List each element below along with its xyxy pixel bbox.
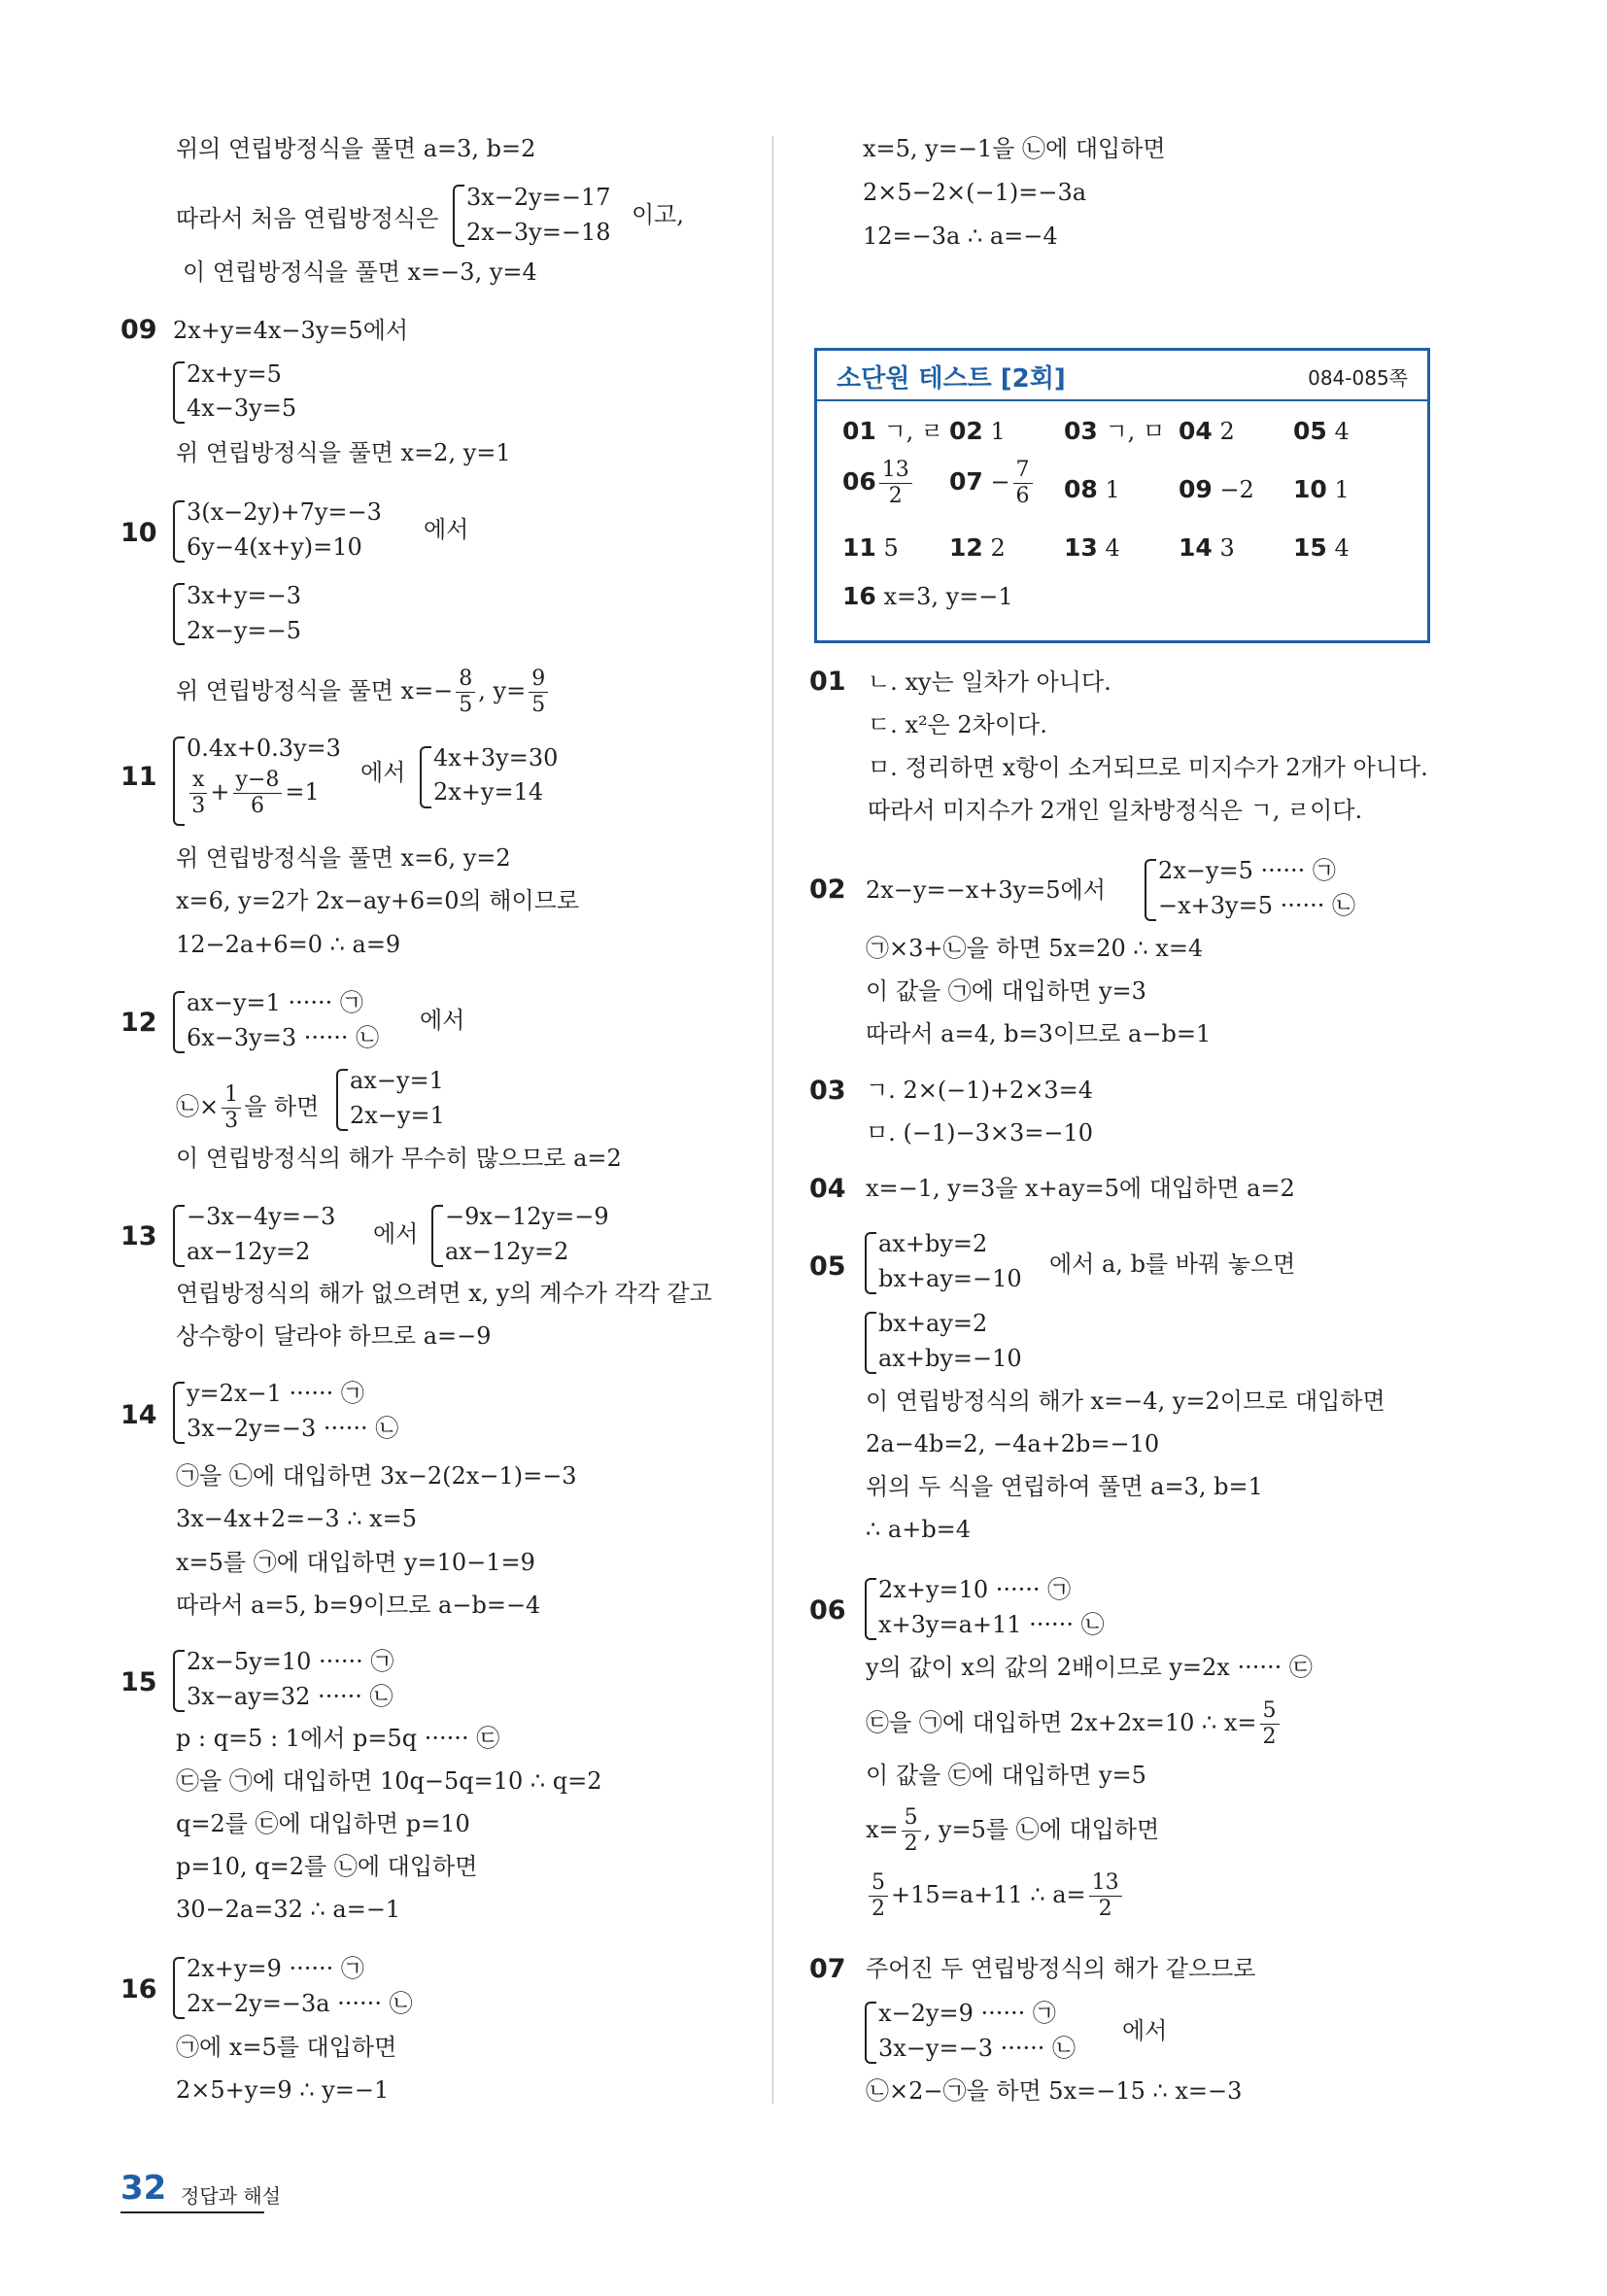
equation: 2x−3y=−18 — [466, 219, 611, 246]
footer-label: 정답과 해설 — [181, 2184, 281, 2208]
equation: 2x+y=9 ······ ㉠ — [187, 1955, 364, 1982]
answer-item: 05 4 — [1293, 417, 1350, 445]
text-line: ㉡× $\frac{1}{3}$ 을 하면 — [176, 1082, 320, 1133]
problem-number: 07 — [809, 1954, 846, 1984]
answer-item: 16 x=3, y=−1 — [842, 582, 1013, 610]
answer-item: 12 2 — [949, 533, 1006, 562]
text-line: ㄱ. 2×(−1)+2×3=4 — [866, 1077, 1094, 1104]
fraction: $\frac{x}{3}$ — [189, 768, 207, 819]
fraction: $\frac{9}{5}$ — [529, 667, 548, 718]
text-line: 위 연립방정식을 풀면 x=6, y=2 — [176, 844, 511, 872]
brace — [865, 1312, 876, 1374]
text-line: 2x−y=−x+3y=5에서 — [866, 876, 1106, 904]
text-line: x=5를 ㉠에 대입하면 y=10−1=9 — [176, 1549, 535, 1576]
text-line: ㉡×2−㉠을 하면 5x=−15 ∴ x=−3 — [866, 2077, 1243, 2105]
equation: 2x−5y=10 ······ ㉠ — [187, 1648, 394, 1675]
equation: 2x+y=10 ······ ㉠ — [878, 1576, 1072, 1603]
brace — [173, 361, 185, 424]
answer-item: 07 − $\frac{7}{6}$ — [949, 458, 1036, 509]
equation: ax−y=1 ······ ㉠ — [187, 989, 363, 1016]
text-line: ㉢을 ㉠에 대입하면 2x+2x=10 ∴ x= $\frac{5}{2}$ — [866, 1698, 1282, 1750]
footer-rule — [120, 2211, 264, 2213]
text-line: x= $\frac{5}{2}$ , y=5를 ㉡에 대입하면 — [866, 1805, 1160, 1856]
text-line: 2×5−2×(−1)=−3a — [863, 179, 1087, 206]
fraction: $\frac{13}{2}$ — [1089, 1870, 1122, 1922]
problem-number: 01 — [809, 667, 846, 697]
fraction: $\frac{7}{6}$ — [1013, 458, 1033, 509]
text-line: 이 값을 ㉢에 대입하면 y=5 — [866, 1762, 1146, 1789]
problem-number: 16 — [120, 1974, 157, 2005]
text-line: 주어진 두 연립방정식의 해가 같으므로 — [866, 1955, 1256, 1982]
text-line: ㉠×3+㉡을 하면 5x=20 ∴ x=4 — [866, 935, 1204, 962]
answer-item: 14 3 — [1179, 533, 1235, 562]
brace — [173, 991, 185, 1053]
text-line: ㅁ. 정리하면 x항이 소거되므로 미지수가 2개가 아니다. — [868, 754, 1428, 781]
equation: 3x+y=−3 — [187, 582, 301, 609]
text-line: 연립방정식의 해가 없으려면 x, y의 계수가 각각 같고 — [176, 1280, 712, 1307]
equation: ax+by=2 — [878, 1230, 988, 1257]
text-line: x=−1, y=3을 x+ay=5에 대입하면 a=2 — [866, 1175, 1295, 1202]
brace — [1145, 859, 1156, 921]
text-line: ㉠에 x=5를 대입하면 — [176, 2034, 397, 2061]
answer-item: 13 4 — [1064, 533, 1120, 562]
brace — [173, 1957, 185, 2019]
text-line: 따라서 a=4, b=3이므로 a−b=1 — [866, 1020, 1212, 1047]
equation: x+3y=a+11 ······ ㉡ — [878, 1611, 1105, 1638]
equation: bx+ay=2 — [878, 1310, 988, 1337]
text-line: 에서 — [373, 1220, 419, 1248]
problem-number: 06 — [809, 1595, 846, 1626]
answer-item: 11 5 — [842, 533, 899, 562]
equation: 0.4x+0.3y=3 — [187, 735, 341, 762]
brace — [865, 1232, 876, 1294]
text-line: ㅁ. (−1)−3×3=−10 — [866, 1119, 1094, 1147]
text-line: 12=−3a ∴ a=−4 — [863, 223, 1058, 250]
equation: 3x−2y=−3 ······ ㉡ — [187, 1415, 399, 1442]
brace — [865, 1578, 876, 1640]
text-line: 위 연립방정식을 풀면 x=2, y=1 — [176, 439, 511, 466]
brace — [420, 746, 431, 808]
text-line: 이고, — [632, 201, 684, 228]
equation: 3x−y=−3 ······ ㉡ — [878, 2035, 1076, 2062]
brace — [173, 737, 185, 826]
equation: ax+by=−10 — [878, 1345, 1022, 1372]
equation: 2x+y=14 — [433, 778, 544, 805]
text-line: p : q=5 : 1에서 p=5q ······ ㉢ — [176, 1725, 500, 1752]
column-divider — [772, 136, 773, 2104]
answer-item: 06 $\frac{13}{2}$ — [842, 458, 915, 509]
answer-item: 15 4 — [1293, 533, 1350, 562]
problem-number: 14 — [120, 1400, 157, 1430]
fraction: $\frac{1}{3}$ — [222, 1082, 241, 1134]
fraction: $\frac{13}{2}$ — [879, 458, 912, 509]
equation: 2x−2y=−3a ······ ㉡ — [187, 1990, 413, 2017]
fraction: $\frac{5}{2}$ — [1260, 1698, 1280, 1750]
fraction: $\frac{5}{2}$ — [902, 1805, 921, 1857]
problem-number: 05 — [809, 1251, 846, 1282]
text-line: 따라서 미지수가 2개인 일차방정식은 ㄱ, ㄹ이다. — [868, 797, 1363, 824]
brace — [865, 2002, 876, 2064]
equation: 2x−y=1 — [350, 1102, 445, 1129]
equation: ax−12y=2 — [445, 1238, 569, 1265]
text-line: ㄷ. x²은 2차이다. — [868, 711, 1047, 738]
problem-number: 11 — [120, 762, 157, 792]
text-line: 30−2a=32 ∴ a=−1 — [176, 1896, 401, 1923]
equation: x−2y=9 ······ ㉠ — [878, 2000, 1056, 2027]
text-line: 따라서 a=5, b=9이므로 a−b=−4 — [176, 1592, 541, 1619]
text-line: 2x+y=4x−3y=5에서 — [173, 317, 409, 344]
equation: 4x−3y=5 — [187, 394, 297, 422]
equation: ax−y=1 — [350, 1067, 444, 1094]
problem-number: 13 — [120, 1221, 157, 1251]
brace — [173, 1650, 185, 1712]
problem-number: 09 — [120, 315, 157, 345]
text-line: 에서 — [420, 1007, 465, 1034]
text-line: 에서 — [1122, 2017, 1168, 2044]
text-line: ㉢을 ㉠에 대입하면 10q−5q=10 ∴ q=2 — [176, 1767, 602, 1795]
equation: 3x−2y=−17 — [466, 184, 611, 211]
equation: ax−12y=2 — [187, 1238, 311, 1265]
answer-item: 08 1 — [1064, 475, 1120, 503]
brace — [173, 1382, 185, 1444]
fraction: $\frac{y-8}{6}$ — [233, 768, 283, 819]
text-line: 에서 — [360, 759, 406, 786]
equation: 6x−3y=3 ······ ㉡ — [187, 1024, 380, 1051]
text-line: 12−2a+6=0 ∴ a=9 — [176, 931, 401, 958]
equation: bx+ay=−10 — [878, 1265, 1022, 1292]
equation: 3(x−2y)+7y=−3 — [187, 498, 382, 526]
equation: −x+3y=5 ······ ㉡ — [1158, 892, 1355, 919]
problem-number: 04 — [809, 1174, 846, 1204]
problem-number: 03 — [809, 1076, 846, 1106]
fraction: $\frac{8}{5}$ — [456, 667, 475, 718]
text-line: 위의 두 식을 연립하여 풀면 a=3, b=1 — [866, 1473, 1263, 1500]
equation: y=2x−1 ······ ㉠ — [187, 1380, 364, 1407]
text-line: p=10, q=2를 ㉡에 대입하면 — [176, 1853, 478, 1880]
brace — [431, 1205, 443, 1267]
answer-item: 04 2 — [1179, 417, 1235, 445]
text-line: 2×5+y=9 ∴ y=−1 — [176, 2076, 390, 2104]
text-line: q=2를 ㉢에 대입하면 p=10 — [176, 1810, 470, 1837]
text-line: $\frac{5}{2}$ +15=a+11 ∴ a= $\frac{13}{2}$ — [866, 1870, 1125, 1922]
text-line: x=6, y=2가 2x−ay+6=0의 해이므로 — [176, 887, 580, 914]
brace — [173, 500, 185, 563]
equation: 3x−ay=32 ······ ㉡ — [187, 1683, 393, 1710]
text-line: 위의 연립방정식을 풀면 a=3, b=2 — [176, 135, 536, 162]
text-line: x=5, y=−1을 ㉡에 대입하면 — [863, 135, 1166, 162]
test-page-range: 084-085쪽 — [1308, 366, 1408, 390]
equation: −9x−12y=−9 — [445, 1203, 609, 1230]
text-line: 2a−4b=2, −4a+2b=−10 — [866, 1430, 1160, 1457]
problem-number: 12 — [120, 1008, 157, 1038]
equation: 2x−y=5 ······ ㉠ — [1158, 857, 1336, 884]
answer-item: 09 −2 — [1179, 475, 1254, 503]
text-line: 이 연립방정식을 풀면 x=−3, y=4 — [183, 258, 537, 286]
brace — [173, 583, 185, 645]
equation: $\frac{x}{3}$ + $\frac{y-8}{6}$ =1 — [187, 768, 320, 819]
text-line: 3x−4x+2=−3 ∴ x=5 — [176, 1505, 418, 1532]
answer-item: 10 1 — [1293, 475, 1350, 503]
answer-item: 03 ㄱ, ㅁ — [1064, 417, 1166, 445]
brace — [453, 185, 464, 247]
text-line: 이 연립방정식의 해가 무수히 많으므로 a=2 — [176, 1145, 622, 1172]
answer-item: 01 ㄱ, ㄹ — [842, 417, 944, 445]
text-line: 이 연립방정식의 해가 x=−4, y=2이므로 대입하면 — [866, 1388, 1385, 1415]
problem-number: 15 — [120, 1667, 157, 1697]
equation: 6y−4(x+y)=10 — [187, 533, 362, 561]
test-header — [817, 351, 1427, 401]
page-number: 32 — [120, 2169, 167, 2208]
problem-number: 02 — [809, 874, 846, 905]
text-line: 상수항이 달라야 하므로 a=−9 — [176, 1322, 492, 1350]
brace — [173, 1205, 185, 1267]
text-line: y의 값이 x의 값의 2배이므로 y=2x ······ ㉢ — [866, 1654, 1313, 1681]
text-line: 이 값을 ㉠에 대입하면 y=3 — [866, 977, 1146, 1005]
equation: −3x−4y=−3 — [187, 1203, 336, 1230]
text-line: 에서 — [424, 516, 469, 543]
text-line: 위 연립방정식을 풀면 x=− $\frac{8}{5}$ , y= $\frac{9}{5}$ — [176, 667, 551, 718]
equation: 2x+y=5 — [187, 360, 282, 388]
answer-item: 02 1 — [949, 417, 1006, 445]
problem-number: 10 — [120, 518, 157, 548]
test-title: 소단원 테스트 [2회] — [837, 364, 1066, 394]
text-line: 따라서 처음 연립방정식은 — [176, 205, 439, 232]
text-line: ㄴ. xy는 일차가 아니다. — [868, 668, 1111, 696]
equation: 4x+3y=30 — [433, 744, 559, 771]
fraction: $\frac{5}{2}$ — [869, 1870, 888, 1922]
text-line: ㉠을 ㉡에 대입하면 3x−2(2x−1)=−3 — [176, 1462, 577, 1490]
text-line: ∴ a+b=4 — [866, 1516, 972, 1543]
equation: 2x−y=−5 — [187, 617, 301, 644]
text-line: 에서 a, b를 바꿔 놓으면 — [1049, 1251, 1296, 1278]
test-answer-box — [814, 348, 1430, 643]
brace — [336, 1069, 348, 1131]
